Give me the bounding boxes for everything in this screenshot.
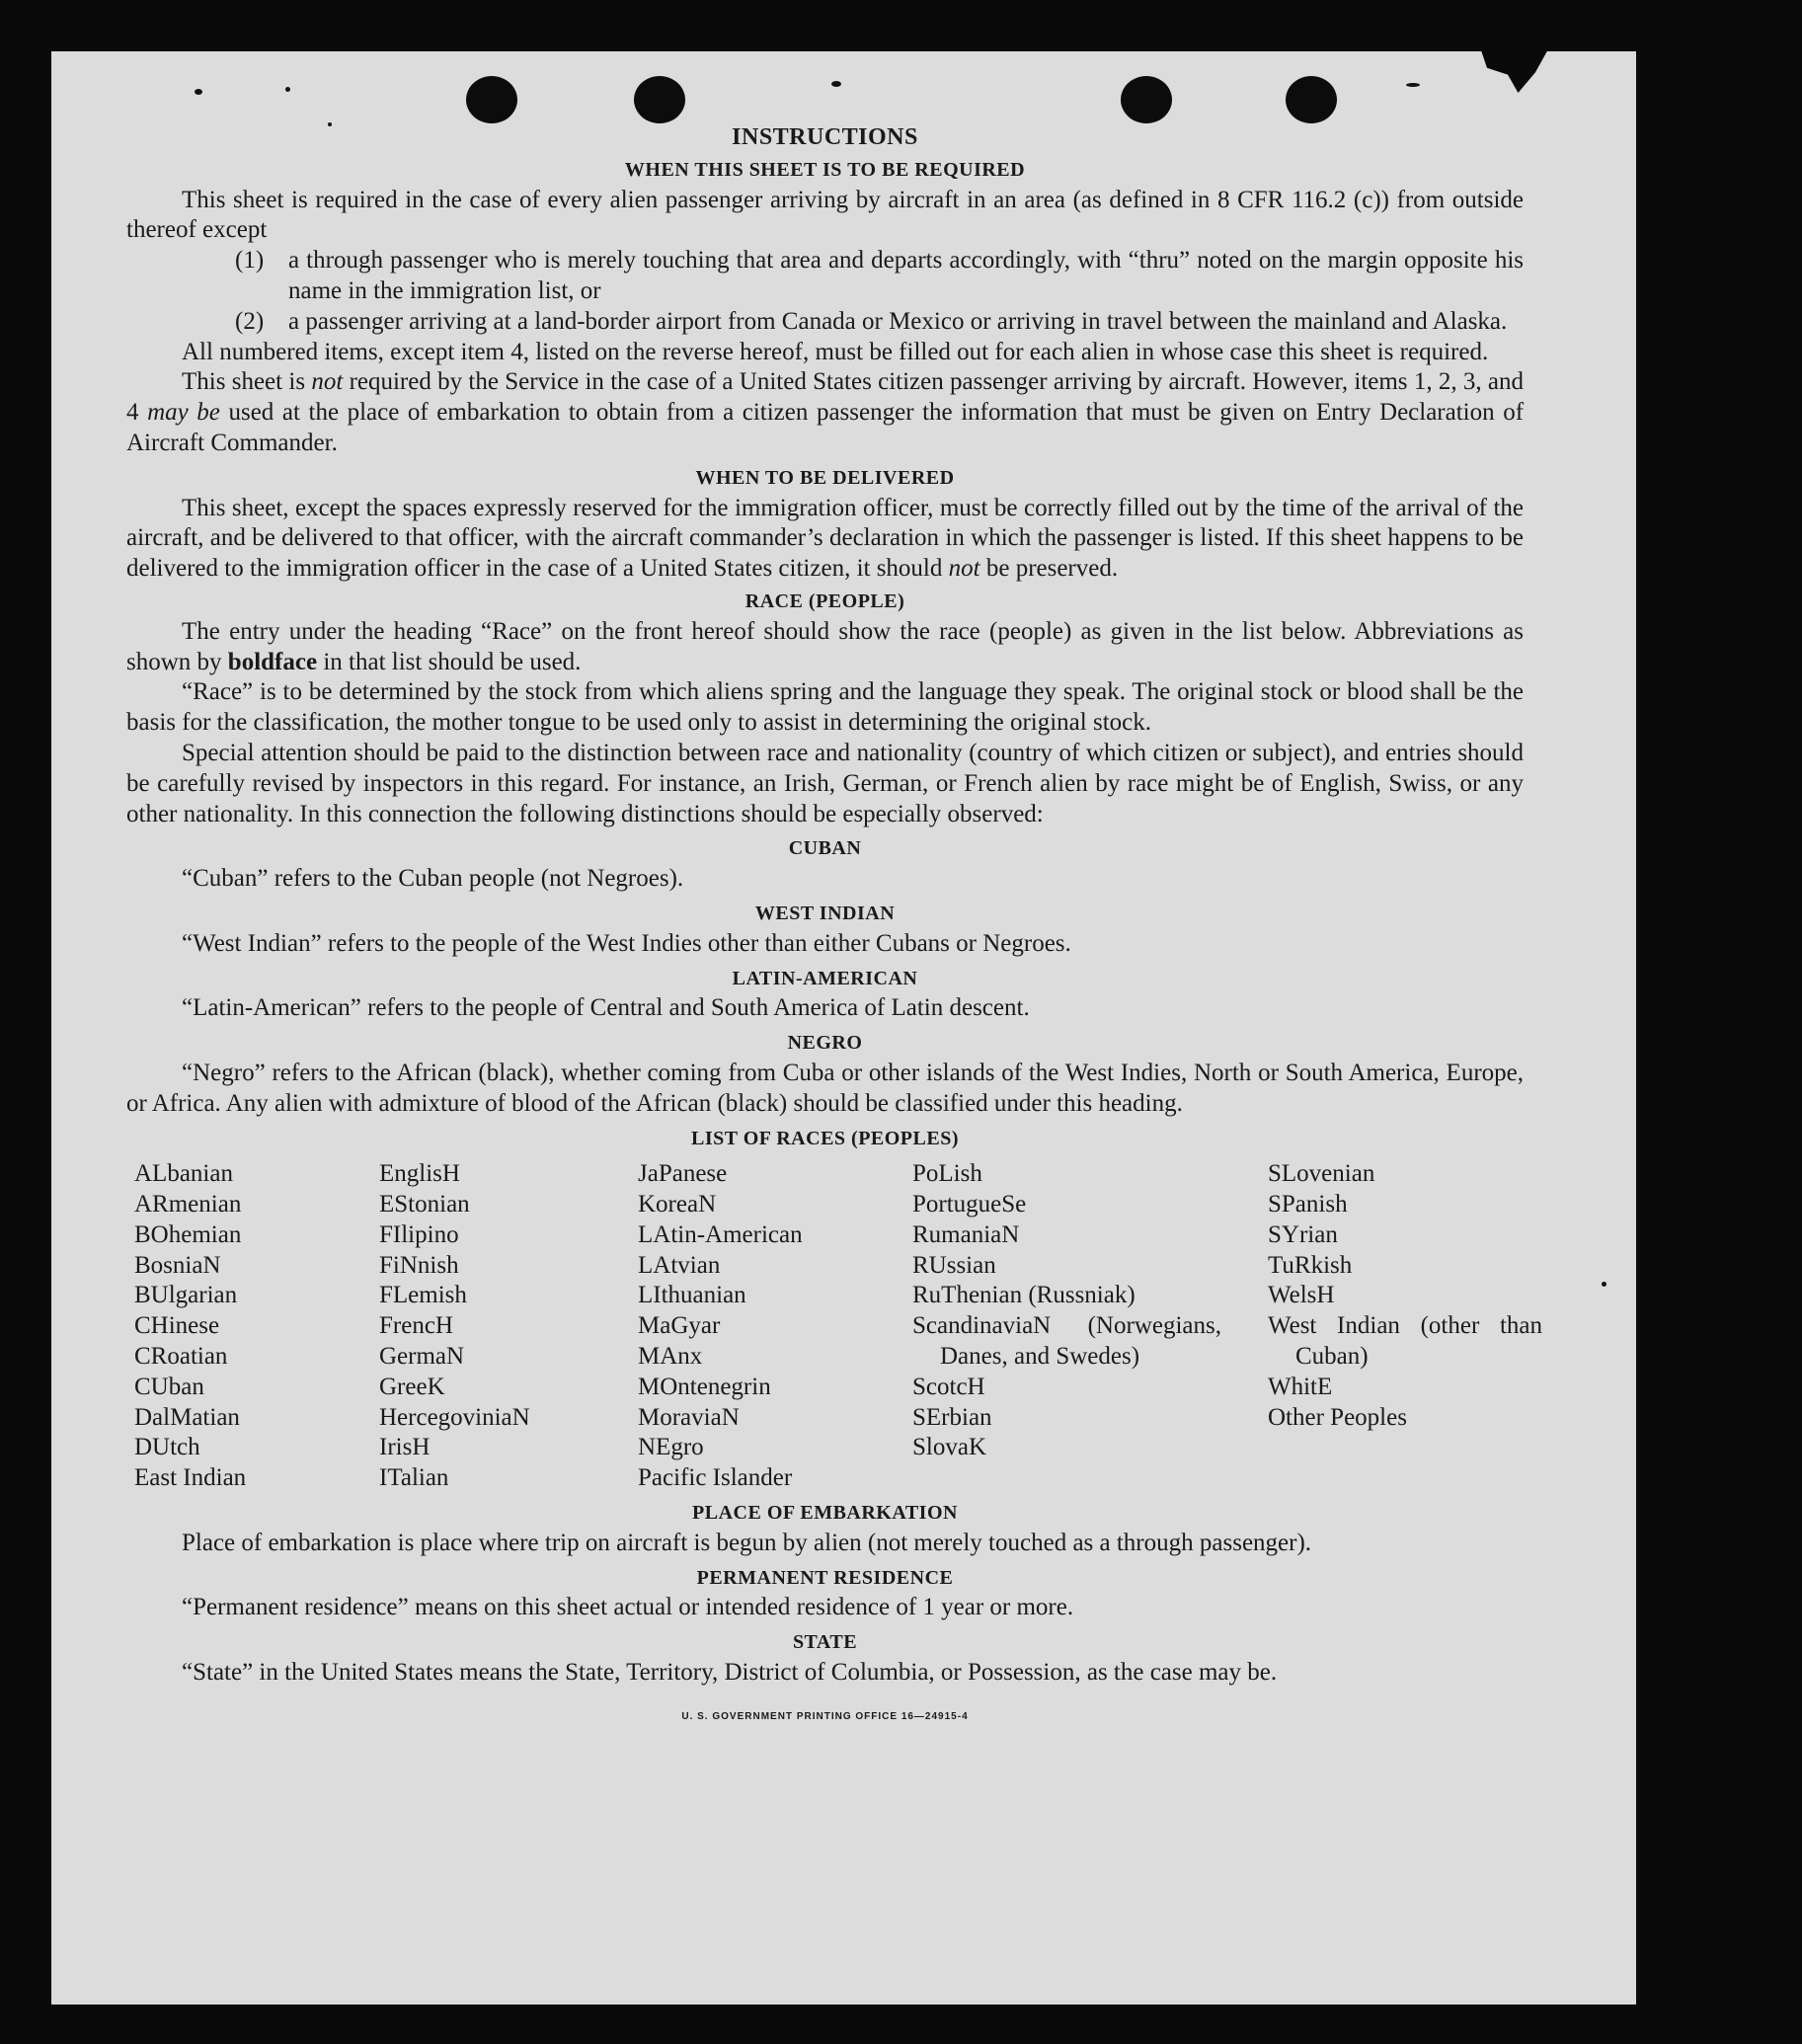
heading-place-of-embarkation: PLACE OF EMBARKATION bbox=[692, 1502, 958, 1525]
exception-item-1: (1) a through passenger who is merely touching that area and departs accordingly, with “thru” noted on the margin opposite his name in the immigration list, or bbox=[235, 247, 1524, 304]
race-item: EnglisH bbox=[379, 1160, 460, 1188]
races-list bbox=[134, 1159, 1542, 1494]
races-column-3 bbox=[638, 1159, 912, 1494]
race-item: HercegoviniaN bbox=[379, 1403, 530, 1431]
races-column-2 bbox=[379, 1159, 638, 1494]
race-item: LAtvian bbox=[638, 1251, 721, 1279]
heading-state: STATE bbox=[792, 1631, 858, 1654]
permanent-residence-text: “Permanent residence” means on this sheet actual or intended residence of 1 year or more. bbox=[182, 1594, 1074, 1621]
race-item: MAnx bbox=[638, 1343, 703, 1371]
race-item: FIlipino bbox=[379, 1220, 459, 1248]
heading-cuban: CUBAN bbox=[788, 837, 862, 860]
race-item: Pacific Islander bbox=[638, 1464, 793, 1492]
race-item: DUtch bbox=[134, 1434, 200, 1461]
punch-hole bbox=[634, 76, 685, 123]
speck bbox=[831, 81, 841, 87]
race-item: Other Peoples bbox=[1268, 1403, 1407, 1431]
heading-when-required: WHEN THIS SHEET IS TO BE REQUIRED bbox=[624, 158, 1026, 181]
race-item: GreeK bbox=[379, 1373, 445, 1400]
race-item: FiNnish bbox=[379, 1251, 459, 1279]
speck bbox=[285, 87, 290, 92]
races-column-5 bbox=[1268, 1159, 1542, 1494]
instructions-content bbox=[126, 122, 1542, 1743]
race-item: East Indian bbox=[134, 1464, 247, 1492]
race-item: PoLish bbox=[912, 1160, 982, 1188]
race-p3: Special attention should be paid to the distinction between race and nationality (country of which citizen or subject), and entries should be carefully revised by inspectors in this regard. For instance, an Irish, German, or French alien by race might be of English, Swiss, or any other nationality. In this connection the following distinctions should be especially observed: bbox=[126, 739, 1524, 827]
race-p2: “Race” is to be determined by the stock from which aliens spring and the language they speak. The original stock or blood shall be the basis for the classification, the mother tongue to be used only to assist in determining the original stock. bbox=[126, 678, 1524, 737]
races-column-1 bbox=[134, 1159, 379, 1494]
race-item: LAtin-American bbox=[638, 1220, 803, 1248]
heading-list-of-races: LIST OF RACES (PEOPLES) bbox=[690, 1127, 959, 1149]
race-item: CRoatian bbox=[134, 1343, 228, 1371]
race-item: DalMatian bbox=[134, 1403, 240, 1431]
race-item: ScandinaviaN (Norwegians, Danes, and Swedes) bbox=[912, 1312, 1221, 1371]
race-item: NEgro bbox=[638, 1434, 704, 1461]
race-item: MOntenegrin bbox=[638, 1373, 771, 1400]
punch-hole bbox=[1286, 76, 1337, 123]
race-item: BosniaN bbox=[134, 1251, 221, 1279]
west-indian-text: “West Indian” refers to the people of the West Indies other than either Cubans or Negroes. bbox=[182, 929, 1071, 957]
race-item: CHinese bbox=[134, 1312, 220, 1340]
heading-negro: NEGRO bbox=[787, 1032, 863, 1055]
heading-when-delivered: WHEN TO BE DELIVERED bbox=[695, 466, 955, 489]
punch-hole bbox=[466, 76, 517, 123]
race-item: BUlgarian bbox=[134, 1282, 238, 1309]
when-required-p3: This sheet is not required by the Service in the case of a United States citizen passenger arriving by aircraft. However, items 1, 2, 3, and 4 may be used at the place of embarkation to obtain from a citizen passenger the information that must be given on Entry Declaration of Aircraft Commander. bbox=[126, 368, 1525, 456]
document-sheet bbox=[51, 51, 1636, 2005]
torn-corner bbox=[1480, 47, 1549, 93]
race-item: SlovaK bbox=[912, 1434, 986, 1461]
heading-race: RACE (PEOPLE) bbox=[744, 590, 905, 612]
race-item: MoraviaN bbox=[638, 1403, 740, 1431]
speck bbox=[1406, 83, 1420, 87]
latin-american-text: “Latin-American” refers to the people of Central and South America of Latin descent. bbox=[182, 994, 1030, 1022]
exception-item-2: (2) a passenger arriving at a land-border airport from Canada or Mexico or arriving in travel between the mainland and Alaska. bbox=[235, 307, 1508, 335]
race-item: ITalian bbox=[379, 1464, 449, 1492]
heading-latin-american: LATIN-AMERICAN bbox=[732, 967, 918, 989]
race-item: MaGyar bbox=[638, 1312, 721, 1340]
races-column-4 bbox=[912, 1159, 1268, 1494]
race-item: ALbanian bbox=[134, 1160, 233, 1188]
page-title: INSTRUCTIONS bbox=[732, 124, 918, 150]
race-item: SPanish bbox=[1268, 1191, 1348, 1219]
printing-office-footer: U. S. GOVERNMENT PRINTING OFFICE 16—24915-4 bbox=[681, 1710, 969, 1722]
race-item: RumaniaN bbox=[912, 1220, 1020, 1248]
race-item: IrisH bbox=[379, 1434, 431, 1461]
state-text: “State” in the United States means the State, Territory, District of Columbia, or Possession, as the case may be. bbox=[182, 1659, 1278, 1687]
race-item: KoreaN bbox=[638, 1191, 717, 1219]
race-item: RuThenian (Russniak) bbox=[912, 1282, 1136, 1309]
race-item: JaPanese bbox=[638, 1160, 728, 1188]
speck bbox=[195, 89, 202, 95]
race-item: EStonian bbox=[379, 1191, 470, 1219]
speck bbox=[1602, 1282, 1606, 1287]
punch-hole bbox=[1121, 76, 1172, 123]
race-p1: The entry under the heading “Race” on the front hereof should show the race (people) as given in the list below. Abbreviations as shown by boldface in that list should be used. bbox=[126, 617, 1524, 675]
when-delivered-text: This sheet, except the spaces expressly reserved for the immigration officer, must be correctly filled out by the time of the arrival of the aircraft, and be delivered to that officer, with the aircraft commander’s declaration in which the passenger is listed. If this sheet happens to be delivered to the immigration officer in the case of a United States citizen, it should not be preserved. bbox=[126, 494, 1524, 583]
race-item: ScotcH bbox=[912, 1373, 985, 1400]
when-required-p2: All numbered items, except item 4, listed on the reverse hereof, must be filled out for each alien in whose case this sheet is required. bbox=[182, 338, 1489, 365]
race-item: WhitE bbox=[1268, 1373, 1333, 1400]
race-item: SYrian bbox=[1268, 1220, 1338, 1248]
negro-text: “Negro” refers to the African (black), whether coming from Cuba or other islands of the West Indies, North or South America, Europe, or Africa. Any alien with admixture of blood of the African (black) should be classified under this heading. bbox=[126, 1059, 1524, 1117]
race-item: ARmenian bbox=[134, 1191, 242, 1219]
race-item: PortugueSe bbox=[912, 1191, 1027, 1219]
cuban-text: “Cuban” refers to the Cuban people (not Negroes). bbox=[182, 865, 684, 893]
race-item: RUssian bbox=[912, 1251, 996, 1279]
race-item: LIthuanian bbox=[638, 1282, 746, 1309]
race-item: SErbian bbox=[912, 1403, 992, 1431]
race-item: GermaN bbox=[379, 1343, 465, 1371]
race-item: CUban bbox=[134, 1373, 204, 1400]
heading-west-indian: WEST INDIAN bbox=[754, 902, 896, 924]
when-required-intro: This sheet is required in the case of every alien passenger arriving by aircraft in an area (as defined in 8 CFR 116.2 (c)) from outside thereof except bbox=[126, 186, 1524, 244]
race-item: West Indian (other than Cuban) bbox=[1268, 1312, 1542, 1371]
race-item: BOhemian bbox=[134, 1220, 242, 1248]
race-item: TuRkish bbox=[1268, 1251, 1353, 1279]
race-item: SLovenian bbox=[1268, 1160, 1375, 1188]
place-of-embarkation-text: Place of embarkation is place where trip on aircraft is begun by alien (not merely touched as a through passenger). bbox=[182, 1529, 1312, 1556]
heading-permanent-residence: PERMANENT RESIDENCE bbox=[696, 1566, 954, 1589]
race-item: FrencH bbox=[379, 1312, 453, 1340]
race-item: FLemish bbox=[379, 1282, 467, 1309]
race-item: WelsH bbox=[1268, 1282, 1335, 1309]
